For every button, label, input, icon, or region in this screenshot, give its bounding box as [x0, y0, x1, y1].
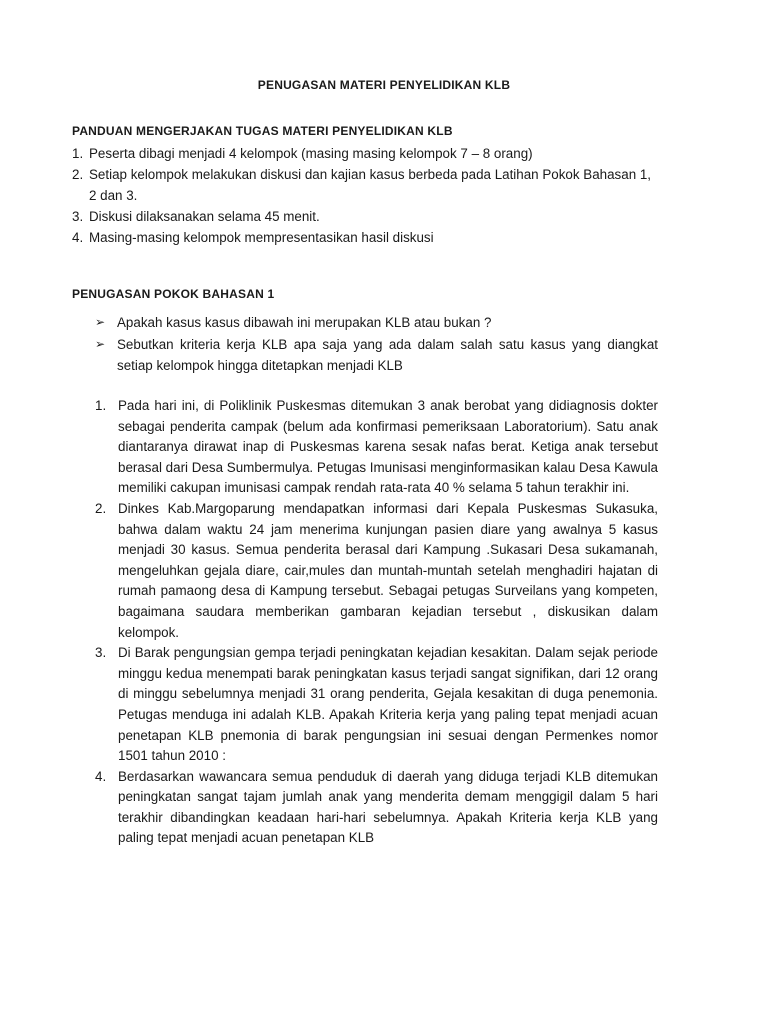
guide-item [72, 227, 652, 248]
case-text: Berdasarkan wawancara semua penduduk di daerah yang diduga terjadi KLB ditemukan peningkatan sangat tajam jumlah anak yang menderita demam menggigil dalam 5 hari terakhir dibandingkan keadaan hari-hari sebelumnya. Apakah Kriteria kerja KLB yang paling tepat menjadi acuan penetapan KLB [118, 768, 658, 846]
case-text: Dinkes Kab.Margoparung mendapatkan informasi dari Kepala Puskesmas Sukasuka, bahwa dalam waktu 24 jam menerima kunjungan pasien diare yang awalnya 5 kasus menjadi 30 kasus. Semua penderita berasal dari Kampung .Sukasari Desa sukamanah, mengeluhkan gejala diare, cair,mules dan muntah-muntah setelah menghadiri hajatan di rumah pamaong desa di Kampung tersebut. Sebagai petugas Surveilans yang kompeten, bagaimana saudara memberikan gambaran kejadian tersebut , diskusikan dalam kelompok. [118, 500, 658, 640]
case-list [95, 396, 658, 849]
case-text: Pada hari ini, di Poliklinik Puskesmas ditemukan 3 anak berobat yang didiagnosis dokter sebagai penderita campak (belum ada konfirmasi pemeriksaan Laboratorium). Satu anak diantaranya dirawat inap di Puskesmas karena sesak nafas berat. Ketiga anak tersebut berasal dari Desa Sumbermulya. Petugas Imunisasi menginformasikan kalau Desa Kawula memiliki cakupan imunisasi campak rendah rata-rata 40 % selama 5 tahun terakhir ini. [118, 398, 658, 496]
item-number: 2. [72, 167, 84, 182]
bullet-item [95, 312, 658, 333]
bullet-item [95, 334, 658, 376]
item-number: 1. [72, 146, 84, 161]
guide-item [72, 164, 652, 206]
question-bullets [95, 312, 658, 377]
case-item [95, 396, 658, 499]
item-number: 4. [72, 230, 84, 245]
case-number: 3. [95, 645, 107, 661]
guide-item [72, 143, 652, 164]
guide-heading: PANDUAN MENGERJAKAN TUGAS MATERI PENYELIDIKAN KLB [72, 124, 453, 138]
item-number: 3. [72, 209, 84, 224]
arrow-bullet-icon: ➢ [95, 337, 106, 351]
case-item [95, 643, 658, 767]
bullet-text: Sebutkan kriteria kerja KLB apa saja yang ada dalam salah satu kasus yang diangkat setiap kelompok hingga ditetapkan menjadi KLB [117, 337, 658, 373]
item-text: Masing-masing kelompok mempresentasikan hasil diskusi [89, 230, 434, 245]
case-number: 4. [95, 768, 107, 784]
case-item [95, 499, 658, 643]
item-text: Setiap kelompok melakukan diskusi dan kajian kasus berbeda pada Latihan Pokok Bahasan 1, 2 dan 3. [89, 167, 652, 203]
guide-item [72, 206, 652, 227]
case-text: Di Barak pengungsian gempa terjadi peningkatan kejadian kesakitan. Dalam sejak periode minggu kedua menempati barak peningkatan kasus terjadi sangat signifikan, dari 12 orang di minggu sebelumnya menjadi 31 orang penderita, Gejala kesakitan di duga penemonia. Petugas menduga ini adalah KLB. Apakah Kriteria kerja yang paling tepat menjadi acuan penetapan KLB pnemonia di barak pengungsian ini sesuai dengan Permenkes nomor 1501 tahun 2010 : [118, 645, 658, 764]
document-title: PENUGASAN MATERI PENYELIDIKAN KLB [257, 78, 511, 92]
case-item [95, 767, 658, 849]
item-text: Diskusi dilaksanakan selama 45 menit. [89, 209, 320, 224]
case-number: 1. [95, 398, 107, 413]
case-number: 2. [95, 500, 107, 516]
bullet-text: Apakah kasus kasus dibawah ini merupakan KLB atau bukan ? [117, 315, 492, 330]
assignment-heading: PENUGASAN POKOK BAHASAN 1 [72, 287, 275, 301]
guide-list [72, 143, 652, 248]
item-text: Peserta dibagi menjadi 4 kelompok (masing masing kelompok 7 – 8 orang) [89, 146, 533, 161]
arrow-bullet-icon: ➢ [95, 315, 106, 329]
